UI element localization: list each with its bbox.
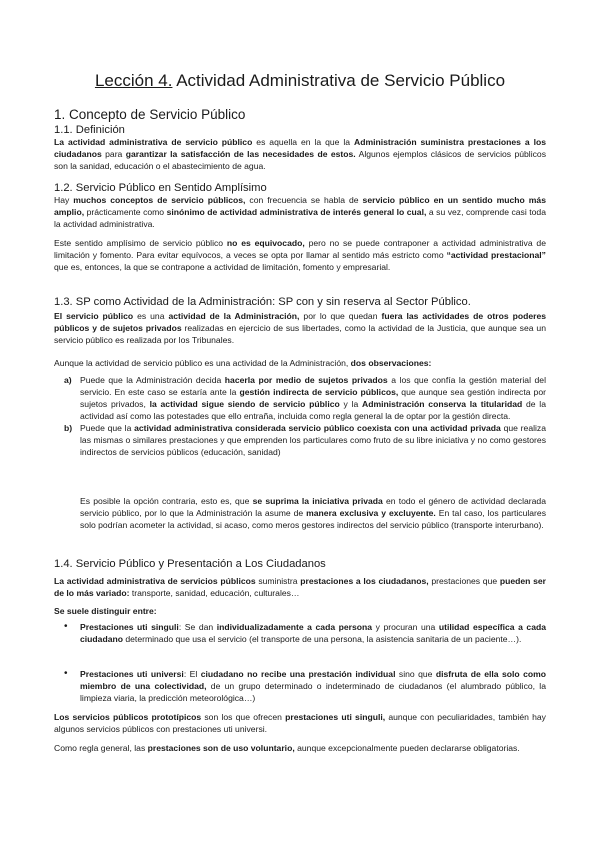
page-title: Lección 4. Actividad Administrativa de Servicio Público xyxy=(94,71,506,90)
bullet-2: • xyxy=(64,668,68,679)
section-1-2-paragraph-2: Este sentido amplísimo de servicio público no es equivocado, pero no se puede contraponer a actividad administrativa de limitación y fomento. Para evitar equívocos, a veces se opta por llamar al sentido más estricto como “actividad prestacional” que es, entonces, la que se contrapone a actividad de limitación, fomento y empresarial. xyxy=(54,238,546,273)
uti-universi-item: Prestaciones uti universi: El ciudadano no recibe una prestación individual sino que disfruta de ella solo como miembro de una colectividad, de un grupo determinado o indeterminado de ciudadanos (el alumbrado público, la limpieza viaria, la predicción meteorológica…) xyxy=(80,669,547,704)
uti-singuli-item: Prestaciones uti singuli: Se dan individualizadamente a cada persona y procuran una utilidad específica a cada ciudadano determinado que usa el servicio (el transporte de una persona, la asistencia sanitaria de un paciente…). xyxy=(80,622,547,645)
section-1-3-heading: 1.3. SP como Actividad de la Administración: SP con y sin reserva al Sector Público. xyxy=(54,296,471,308)
list-marker-a: a) xyxy=(64,375,72,385)
section-1-2-paragraph-1: Hay muchos conceptos de servicio públicos, con frecuencia se habla de servicio público en un sentido mucho más amplio, prácticamente como sinónimo de actividad administrativa de interés general lo cual, a su vez, comprende casi toda la actividad administrativa. xyxy=(54,195,546,230)
section-1-1-heading: 1.1. Definición xyxy=(54,124,125,136)
observation-b-continued: Es posible la opción contraria, esto es, que se suprima la iniciativa privada en todo el género de actividad declarada servicio público, por lo que la Administración la asume de manera exclusiva y excluyente. En tal caso, los particulares solo podrían acometer la actividad, si acaso, como meros gestores indirectos del servicio público (transporte interurbano). xyxy=(80,496,546,531)
bullet-1: • xyxy=(64,621,68,632)
observation-a: Puede que la Administración decida hacerla por medio de sujetos privados a los que confía la gestión material del servicio. En este caso se estaría ante la gestión indirecta de servicio públicos, que aunque sea gestión indirecta por sujetos privados, la actividad sigue siendo de servicio público y la Administración conserva la titularidad de la actividad así como las potestades que ello entraña, incluida como regla general la de optar por la gestión directa. xyxy=(80,375,546,422)
section-1-1-paragraph: La actividad administrativa de servicio público es aquella en la que la Administración suministra prestaciones a los ciudadanos para garantizar la satisfacción de las necesidades de estos. Algunos ejemplos clásicos de servicios públicos son la sanidad, educación o el abastecimiento de agua. xyxy=(54,137,547,172)
section-1-3-paragraph-1: El servicio público es una actividad de la Administración, por lo que quedan fuera las actividades de otros poderes públicos y de sujetos privados realizadas en ejercicio de sus libertades, como la actividad de la Justicia, que aunque sea un servicio público es realizada por los Tribunales. xyxy=(54,311,547,346)
section-1-heading: 1. Concepto de Servicio Público xyxy=(54,107,246,122)
section-1-4-paragraph-4: Como regla general, las prestaciones son de uso voluntario, aunque excepcionalmente pueden declararse obligatorias. xyxy=(54,743,520,753)
section-1-4-heading: 1.4. Servicio Público y Presentación a Los Ciudadanos xyxy=(54,558,326,570)
list-marker-b: b) xyxy=(64,423,73,433)
section-1-4-paragraph-2: Se suele distinguir entre: xyxy=(54,606,157,616)
section-1-2-heading: 1.2. Servicio Público en Sentido Amplísimo xyxy=(54,182,267,194)
section-1-3-paragraph-2: Aunque la actividad de servicio público es una actividad de la Administración, dos observaciones: xyxy=(54,358,432,368)
section-1-4-paragraph-1: La actividad administrativa de servicios públicos suministra prestaciones a los ciudadanos, prestaciones que pueden ser de lo más variado: transporte, sanidad, educación, culturales… xyxy=(54,576,546,599)
observation-b: Puede que la actividad administrativa considerada servicio público coexista con una actividad privada que realiza las mismas o similares prestaciones y que emprenden los particulares como fruto de su libre iniciativa y no como gestores indirectos de servicios públicos (educación, sanidad) xyxy=(80,423,546,458)
section-1-4-paragraph-3: Los servicios públicos prototípicos son los que ofrecen prestaciones uti singuli, aunque con peculiaridades, también hay algunos servicios públicos con prestaciones uti universi. xyxy=(54,712,546,735)
